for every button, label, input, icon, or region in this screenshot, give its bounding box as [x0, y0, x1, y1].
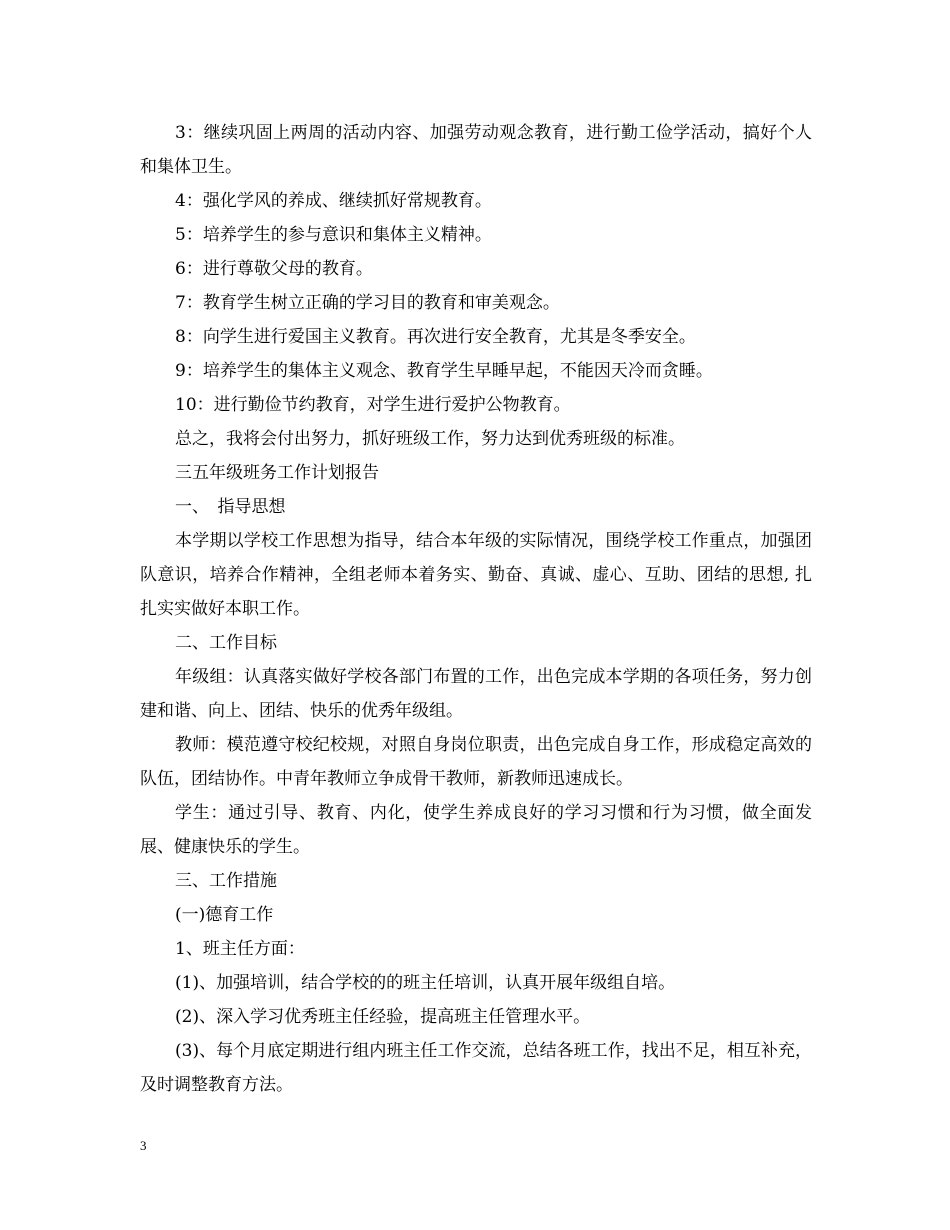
paragraph: 5：培养学生的参与意识和集体主义精神。 [175, 225, 492, 245]
heading: 三、工作措施 [175, 871, 277, 891]
paragraph: 6：进行尊敬父母的教育。 [175, 259, 373, 279]
section-title: 三五年级班务工作计划报告 [175, 463, 379, 483]
page-number: 3 [140, 1138, 147, 1153]
paragraph: 教师：模范遵守校纪校规，对照自身岗位职责，出色完成自身工作，形成稳定高效的队伍，团结协作。中青年教师立争成骨干教师，新教师迅速成长。 [140, 735, 812, 789]
document-body [140, 116, 812, 1102]
paragraph: 8：向学生进行爱国主义教育。再次进行安全教育，尤其是冬季安全。 [175, 327, 696, 347]
paragraph: 学生：通过引导、教育、内化，使学生养成良好的学习习惯和行为习惯，做全面发展、健康快乐的学生。 [140, 803, 812, 857]
subheading: (一)德育工作 [175, 905, 274, 925]
paragraph: (3)、每个月底定期进行组内班主任工作交流，总结各班工作，找出不足，相互补充，及时调整教育方法。 [140, 1041, 812, 1095]
paragraph: (1)、加强培训，结合学校的的班主任培训，认真开展年级组自培。 [175, 973, 676, 993]
subheading: 1、班主任方面： [175, 939, 305, 959]
paragraph: (2)、深入学习优秀班主任经验，提高班主任管理水平。 [175, 1007, 591, 1027]
paragraph: 7：教育学生树立正确的学习目的教育和审美观念。 [175, 293, 560, 313]
paragraph: 10：进行勤俭节约教育，对学生进行爱护公物教育。 [175, 395, 571, 415]
paragraph: 9：培养学生的集体主义观念、教育学生早睡早起，不能因天冷而贪睡。 [175, 361, 713, 381]
paragraph: 4：强化学风的养成、继续抓好常规教育。 [175, 191, 492, 211]
paragraph: 3：继续巩固上两周的活动内容、加强劳动观念教育，进行勤工俭学活动，搞好个人和集体卫生。 [140, 123, 812, 177]
heading: 二、工作目标 [175, 633, 277, 653]
paragraph: 本学期以学校工作思想为指导，结合本年级的实际情况，围绕学校工作重点，加强团队意识，培养合作精神，全组老师本着务实、勤奋、真诚、虚心、互助、团结的思想, 扎扎实实做好本职工作。 [140, 531, 812, 619]
paragraph: 年级组：认真落实做好学校各部门布置的工作，出色完成本学期的各项任务，努力创建和谐、向上、团结、快乐的优秀年级组。 [140, 667, 812, 721]
paragraph: 总之，我将会付出努力，抓好班级工作，努力达到优秀班级的标准。 [175, 429, 685, 449]
heading: 一、 指导思想 [175, 497, 286, 517]
